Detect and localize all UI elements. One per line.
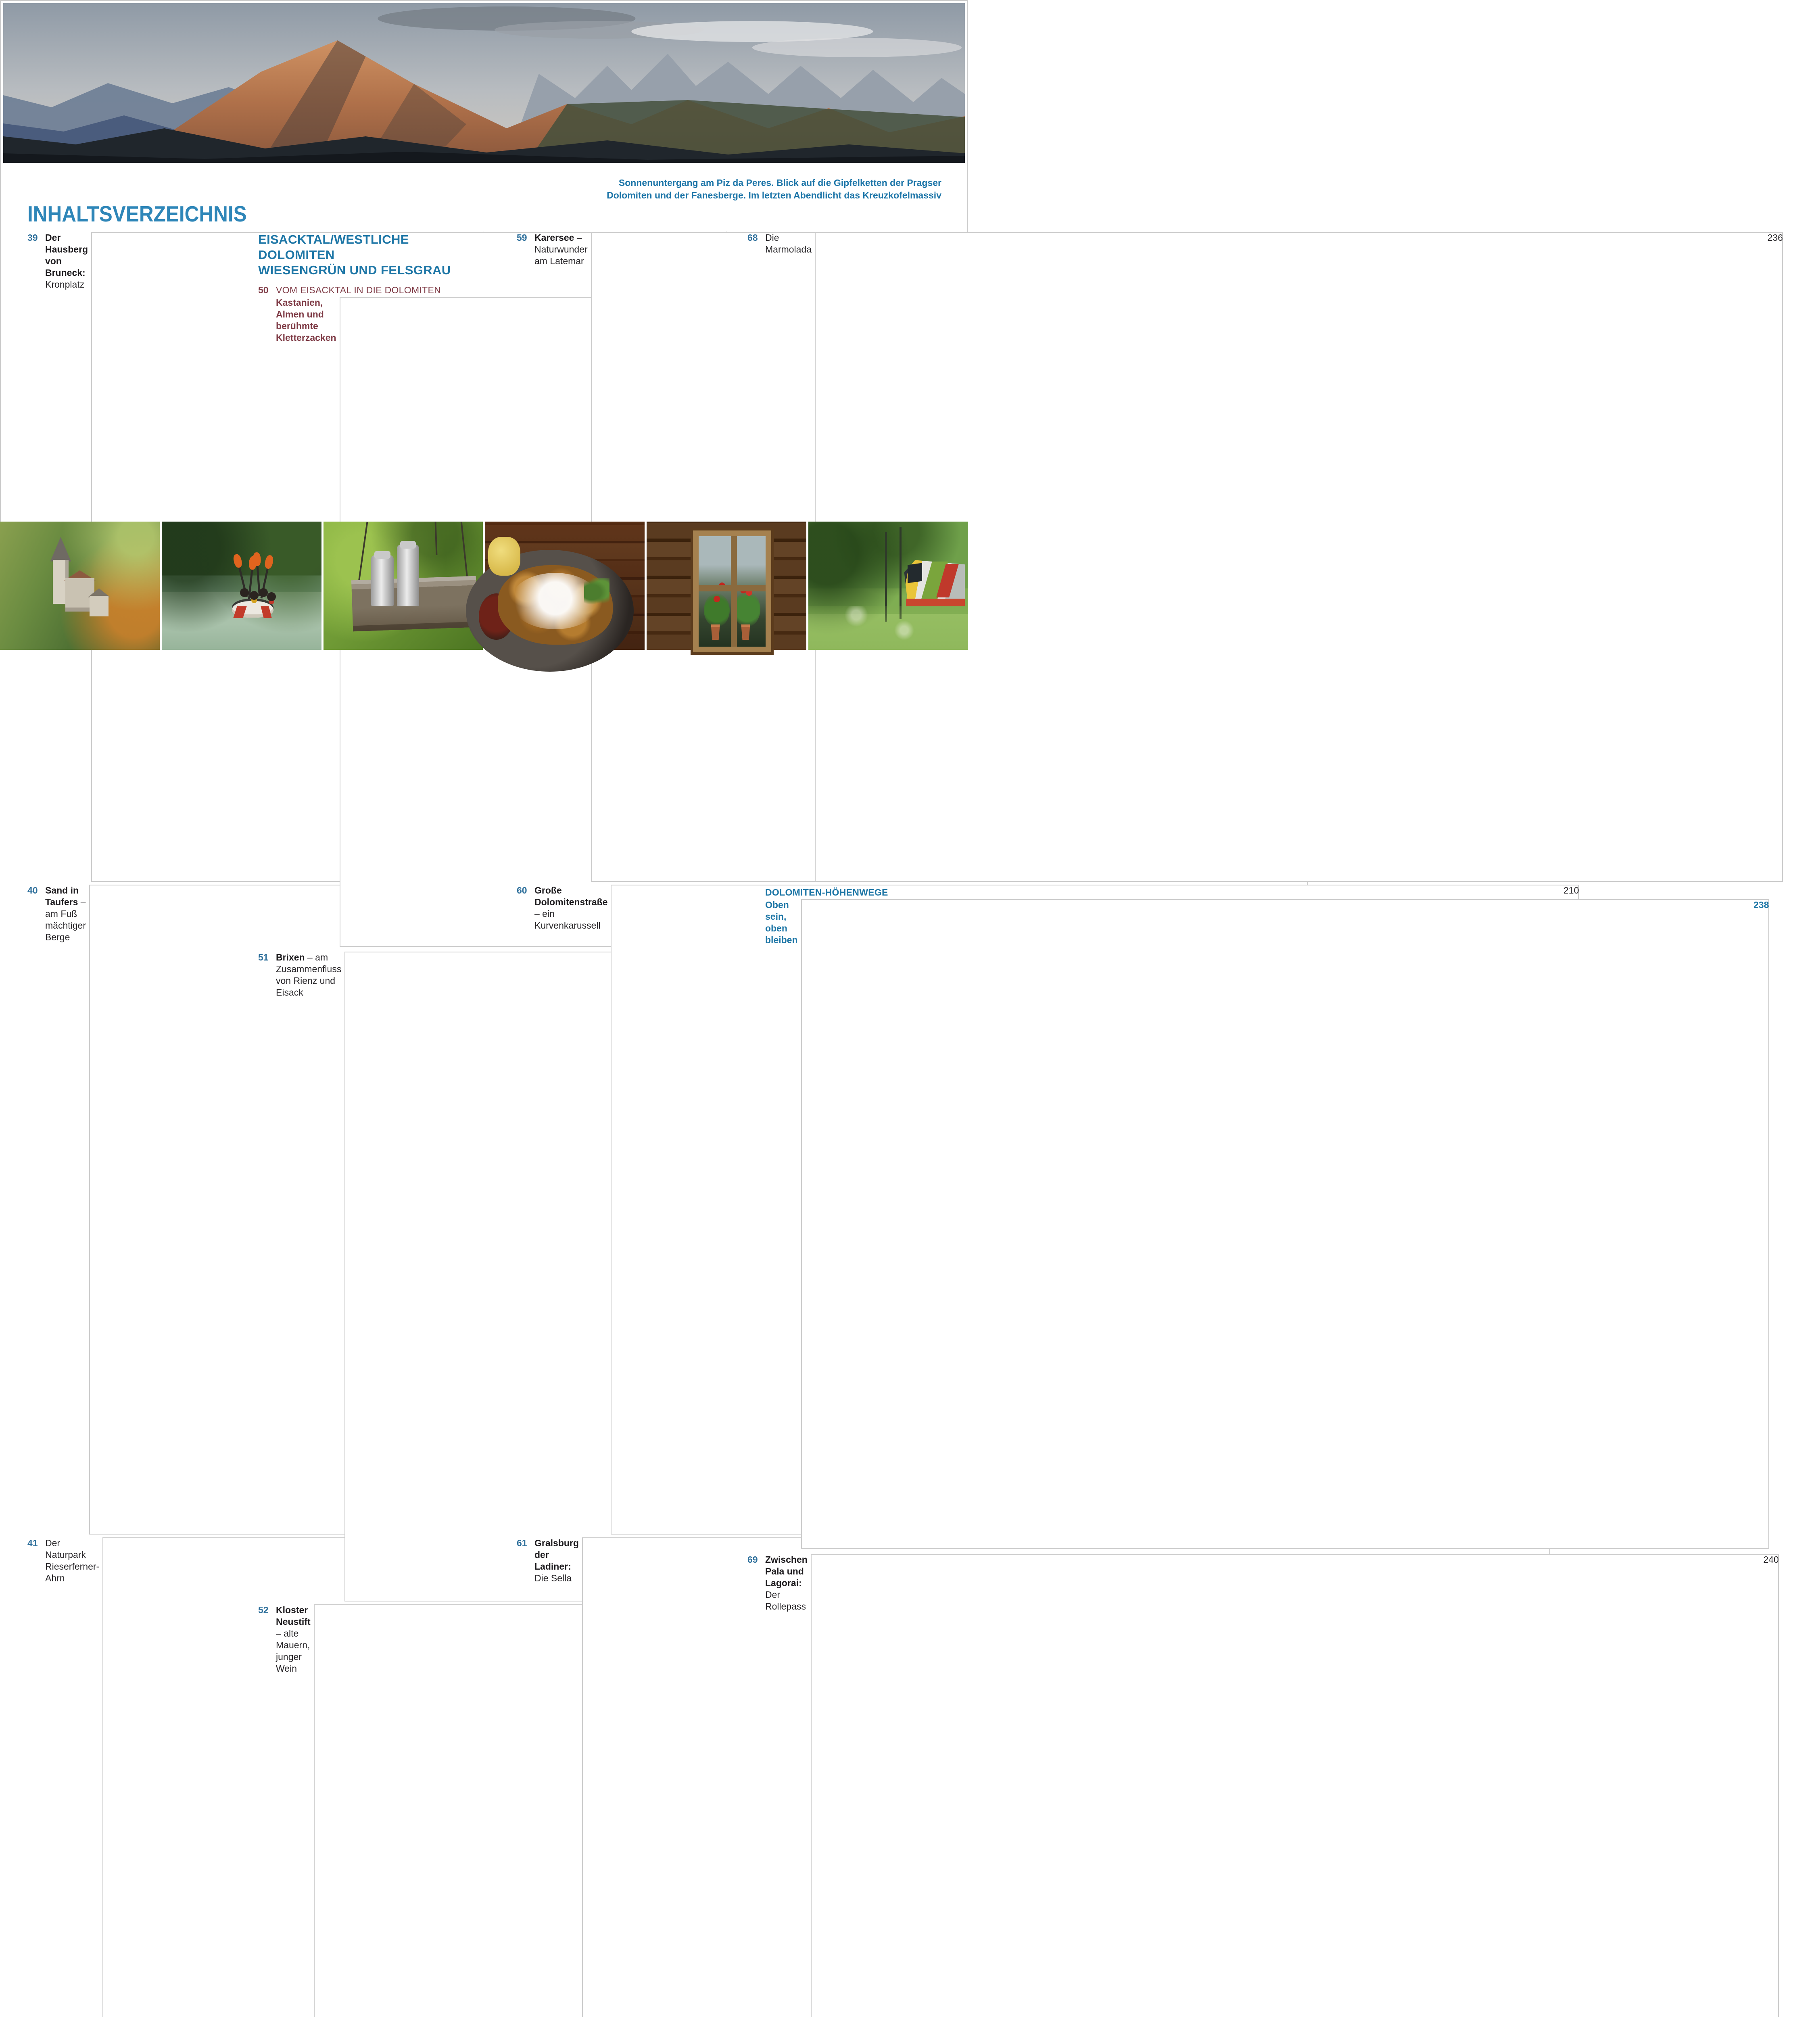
photo-trostburg-castle <box>0 522 160 650</box>
entry-label: Der Hausberg von Bruneck: Kronplatz <box>45 232 88 290</box>
milk-can <box>371 555 393 606</box>
toc-row <box>747 899 1769 1549</box>
chapter-number: 61 <box>517 1538 527 1548</box>
toc-row <box>517 1537 715 2017</box>
milk-can-lid <box>400 541 416 549</box>
milk-can-lid <box>374 551 390 559</box>
window-mullion <box>731 536 737 646</box>
toc-row <box>27 1537 229 2017</box>
chapter-number: 51 <box>258 952 269 963</box>
entry-label: Große Dolomitenstraße – ein Kurvenkarussell <box>534 885 608 931</box>
chapter-number: 60 <box>517 885 527 896</box>
entry-label: Gralsburg der Ladiner: Die Sella <box>534 1538 579 1583</box>
toc-row <box>258 284 459 296</box>
page-number: 210 <box>611 885 1579 1535</box>
castle-spire <box>50 537 71 561</box>
hero-panorama-photo <box>3 3 965 163</box>
entry-label: Der Naturpark Rieserferner-Ahrn <box>45 1538 100 1583</box>
photo-kaiserschmarrn <box>485 522 645 650</box>
chapter-number: 59 <box>517 232 527 243</box>
hero-photo-caption <box>607 177 941 202</box>
rafter <box>267 592 276 601</box>
photo-strip <box>0 522 968 650</box>
flower-meadow <box>808 606 968 650</box>
apple-compote <box>488 537 520 575</box>
photo-milk-cans <box>324 522 483 650</box>
window-mullion <box>699 585 766 591</box>
hero-caption-line: Sonnenuntergang am Piz da Peres. Blick auf die Gipfelketten der Pragser <box>618 177 941 188</box>
castle-chapel <box>90 596 109 616</box>
toc-row <box>27 885 229 1535</box>
rafter <box>240 588 249 597</box>
entry-label: Kloster Neustift – alte Mauern, junger Wein <box>276 1605 311 1674</box>
chapter-number: 41 <box>27 1538 38 1548</box>
toc-row <box>747 1554 1779 2017</box>
red-flower <box>714 596 720 602</box>
section-heading-line: WIESENGRÜN UND FELSGRAU <box>258 263 451 277</box>
entry-label: Sand in Taufers – am Fuß mächtiger Berge <box>45 885 86 942</box>
chapter-number: 50 <box>258 285 269 295</box>
entry-label <box>276 284 459 296</box>
photo-pustertal-railway <box>808 522 968 650</box>
photo-cabin-window <box>647 522 806 650</box>
mint-leaves <box>584 578 609 606</box>
toc-row <box>747 887 941 898</box>
chapter-number: 52 <box>258 1605 269 1615</box>
page-title: INHALTSVERZEICHNIS <box>27 201 247 226</box>
toc-row <box>258 1604 459 2017</box>
feature-caps-line: VOM EISACKTAL IN DIE DOLOMITEN <box>276 285 441 295</box>
train-windshield <box>908 563 922 583</box>
train-underframe <box>906 599 965 606</box>
feature-caps-line: DOLOMITEN-HÖHENWEGE <box>765 887 888 898</box>
entry-label: Zwischen Pala und Lagorai: Der Rollepass <box>765 1554 808 1612</box>
rafter <box>259 588 268 597</box>
entry-label <box>765 887 941 898</box>
mountain-panorama-graphic <box>3 3 965 163</box>
photo-rafting-eisack <box>162 522 321 650</box>
chapter-number: 40 <box>27 885 38 896</box>
entry-label: Brixen – am Zusammenfluss von Rienz und Eisack <box>276 952 342 998</box>
chapter-number: 69 <box>747 1554 758 1565</box>
page-number: 236 <box>815 232 1783 882</box>
section-heading <box>258 232 459 278</box>
chain <box>434 522 437 555</box>
catenary-pole <box>900 527 902 619</box>
page-number: 240 <box>811 1554 1779 2017</box>
rafter <box>250 591 259 600</box>
toc-column-2 <box>258 232 459 2017</box>
chain <box>357 522 368 588</box>
entry-label: Die Marmolada <box>765 232 812 255</box>
chapter-number: 39 <box>27 232 38 243</box>
toc-column-1 <box>27 232 229 2017</box>
feature-sub-line: Oben sein, oben bleiben <box>765 900 798 945</box>
chapter-number: 68 <box>747 232 758 243</box>
entry-label: Karersee – Naturwunder am Latemar <box>534 232 588 266</box>
milk-can <box>397 545 419 606</box>
page-number: 238 <box>801 899 1769 1549</box>
toc-row <box>258 952 459 1601</box>
geranium-plant <box>734 591 760 627</box>
hero-caption-line: Dolomiten und der Fanesberge. Im letzten Abendlicht das Kreuzkofelmassiv <box>607 190 941 200</box>
window-frame <box>693 530 771 652</box>
entry-label <box>765 899 801 946</box>
feature-sub-line: Kastanien, Almen und berühmte Kletterzacken <box>276 297 336 343</box>
section-heading-line: EISACKTAL/WESTLICHE DOLOMITEN <box>258 232 409 262</box>
entry-label <box>276 297 340 344</box>
